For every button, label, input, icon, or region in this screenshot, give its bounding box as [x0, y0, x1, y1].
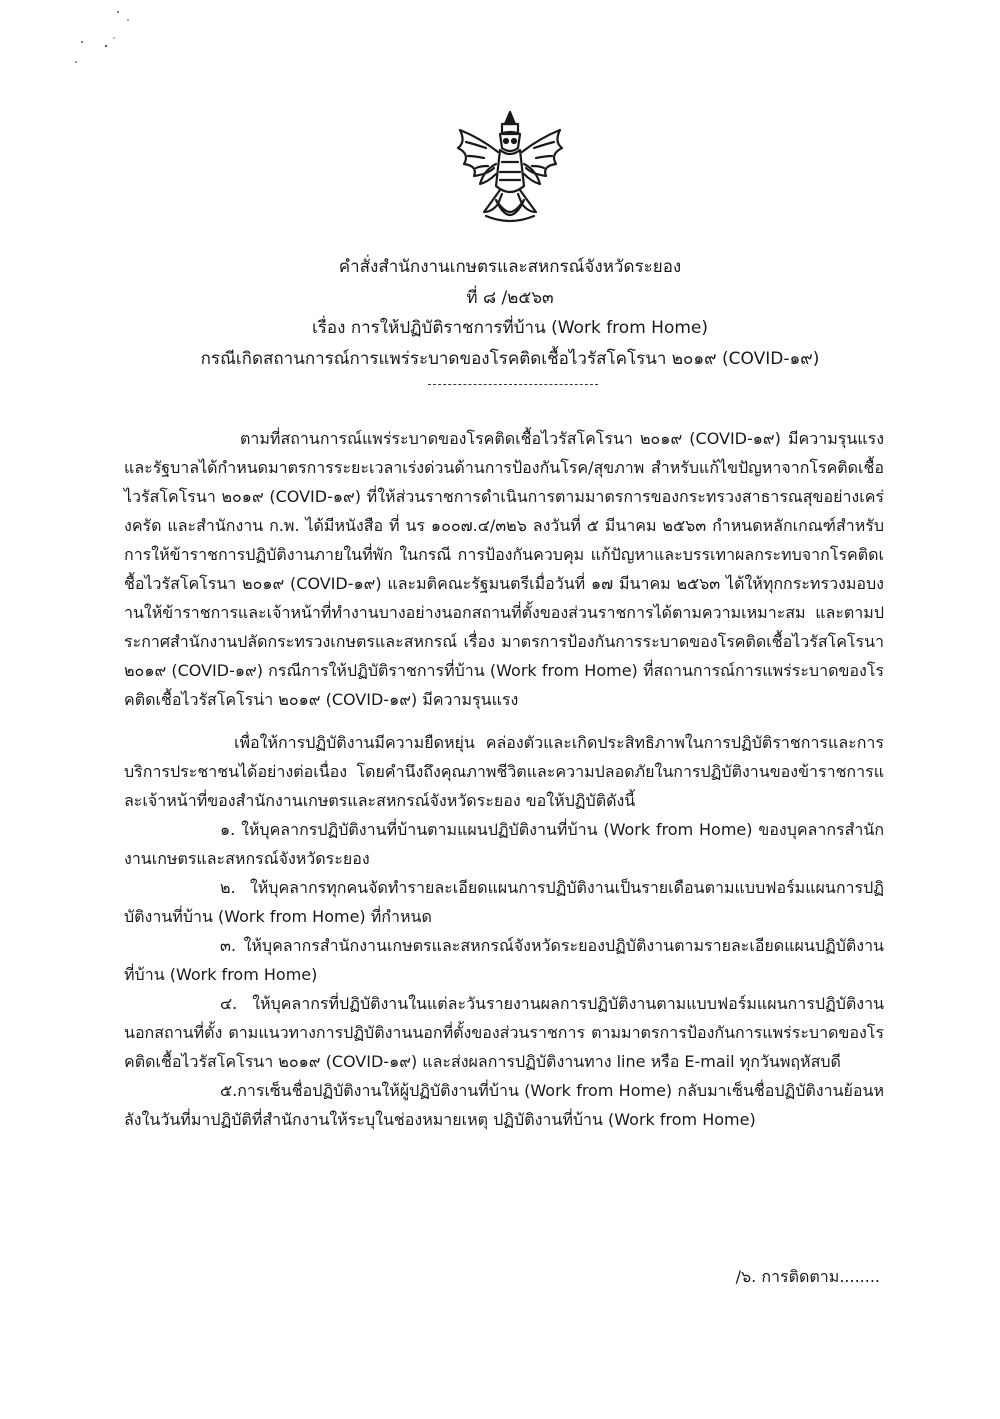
list-item-4: ๔. ให้บุคลากรที่ปฏิบัติงานในแต่ละวันรายงานผลการปฏิบัติงานตามแบบฟอร์มแผนการปฏิบัติงานนอกสถานที่ตั้ง ตามแนวทางการปฏิบัติงานนอกที่ตั้งของส่วนราชการ ตามมาตรการป้องกันการแพร่ระบาดของโรคติดเชื้อไวรัสโคโรนา ๒๐๑๙ (COVID-๑๙) และส่งผลการปฏิบัติงานทาง line หรือ E-mail ทุกวันพฤหัสบดี — [124, 994, 884, 1071]
order-number: ที่ ๘ /๒๕๖๓ — [466, 287, 554, 308]
header-divider — [428, 384, 598, 385]
document-header — [150, 252, 870, 374]
garuda-emblem-icon — [450, 108, 570, 233]
document-body — [124, 424, 884, 1134]
list-item-2: ๒. ให้บุคลากรทุกคนจัดทำรายละเอียดแผนการปฏิบัติงานเป็นรายเดือนตามแบบฟอร์มแผนการปฏิบัติงานที่บ้าน (Work from Home) ที่กำหนด — [124, 878, 884, 926]
order-subject: เรื่อง การให้ปฏิบัติราชการที่บ้าน (Work from Home) — [311, 318, 708, 338]
paragraph-purpose: เพื่อให้การปฏิบัติงานมีความยืดหยุ่น คล่องตัวและเกิดประสิทธิภาพในการปฏิบัติราชการและการบริการประชาชนได้อย่างต่อเนื่อง โดยคำนึงถึงคุณภาพชีวิตและความปลอดภัยในการปฏิบัติงานของข้าราชการและเจ้าหน้าที่ของสำนักงานเกษตรและสหกรณ์จังหวัดระยอง ขอให้ปฏิบัติดังนี้ — [124, 733, 884, 810]
list-item-5: ๕.การเซ็นชื่อปฏิบัติงานให้ผู้ปฏิบัติงานที่บ้าน (Work from Home) กลับมาเซ็นชื่อปฏิบัติงานย้อนหลังในวันที่มาปฏิบัติที่สำนักงานให้ระบุในช่องหมายเหตุ ปฏิบัติงานที่บ้าน (Work from Home) — [124, 1081, 884, 1129]
scan-specks — [70, 8, 140, 68]
paragraph-background: ตามที่สถานการณ์แพร่ระบาดของโรคติดเชื้อไวรัสโคโรนา ๒๐๑๙ (COVID-๑๙) มีความรุนแรง และรัฐบาลได้กำหนดมาตรการระยะเวลาเร่งด่วนด้านการป้องกันโรค/สุขภาพ สำหรับแก้ไขปัญหาจากโรคติดเชื้อไวรัสโคโรนา ๒๐๑๙ (COVID-๑๙) ที่ให้ส่วนราชการดำเนินการตามมาตรการของกระทรวงสาธารณสุขอย่างเคร่งครัด และสำนักงาน ก.พ. ได้มีหนังสือ ที่ นร ๑๐๐๗.๔/๓๒๖ ลงวันที่ ๕ มีนาคม ๒๕๖๓ กำหนดหลักเกณฑ์สำหรับการให้ข้าราชการปฏิบัติงานภายในที่พัก ในกรณี การป้องกันควบคุม แก้ปัญหาและบรรเทาผลกระทบจากโรคติดเชื้อไวรัสโคโรนา ๒๐๑๙ (COVID-๑๙) และมติคณะรัฐมนตรีเมื่อวันที่ ๑๗ มีนาคม ๒๕๖๓ ได้ให้ทุกกระทรวงมอบงานให้ข้าราชการและเจ้าหน้าที่ทำงานบางอย่างนอกสถานที่ตั้งของส่วนราชการได้ตามความเหมาะสม และตามประกาศสำนักงานปลัดกระทรวงเกษตรและสหกรณ์ เรื่อง มาตรการป้องกันการระบาดของโรคติดเชื้อไวรัสโคโรนา ๒๐๑๙ (COVID-๑๙) กรณีการให้ปฏิบัติราชการที่บ้าน (Work from Home) ที่สถานการณ์การแพร่ระบาดของโรคติดเชื้อไวรัสโคโรน่า ๒๐๑๙ (COVID-๑๙) มีความรุนแรง — [124, 429, 884, 709]
list-item-1: ๑. ให้บุคลากรปฏิบัติงานที่บ้านตามแผนปฏิบัติงานที่บ้าน (Work from Home) ของบุคลากรสำนักงานเกษตรและสหกรณ์จังหวัดระยอง — [124, 820, 885, 868]
continued-on-next-page: /๖. การติดตาม........ — [735, 1267, 880, 1286]
order-subject-line2: กรณีเกิดสถานการณ์การแพร่ระบาดของโรคติดเชื้อไวรัสโคโรนา ๒๐๑๙ (COVID-๑๙) — [200, 348, 820, 369]
list-item-3: ๓. ให้บุคลากรสำนักงานเกษตรและสหกรณ์จังหวัดระยองปฏิบัติงานตามรายละเอียดแผนปฏิบัติงานที่บ้าน (Work from Home) — [124, 936, 884, 984]
agency-title: คำสั่งสำนักงานเกษตรและสหกรณ์จังหวัดระยอง — [338, 257, 682, 277]
